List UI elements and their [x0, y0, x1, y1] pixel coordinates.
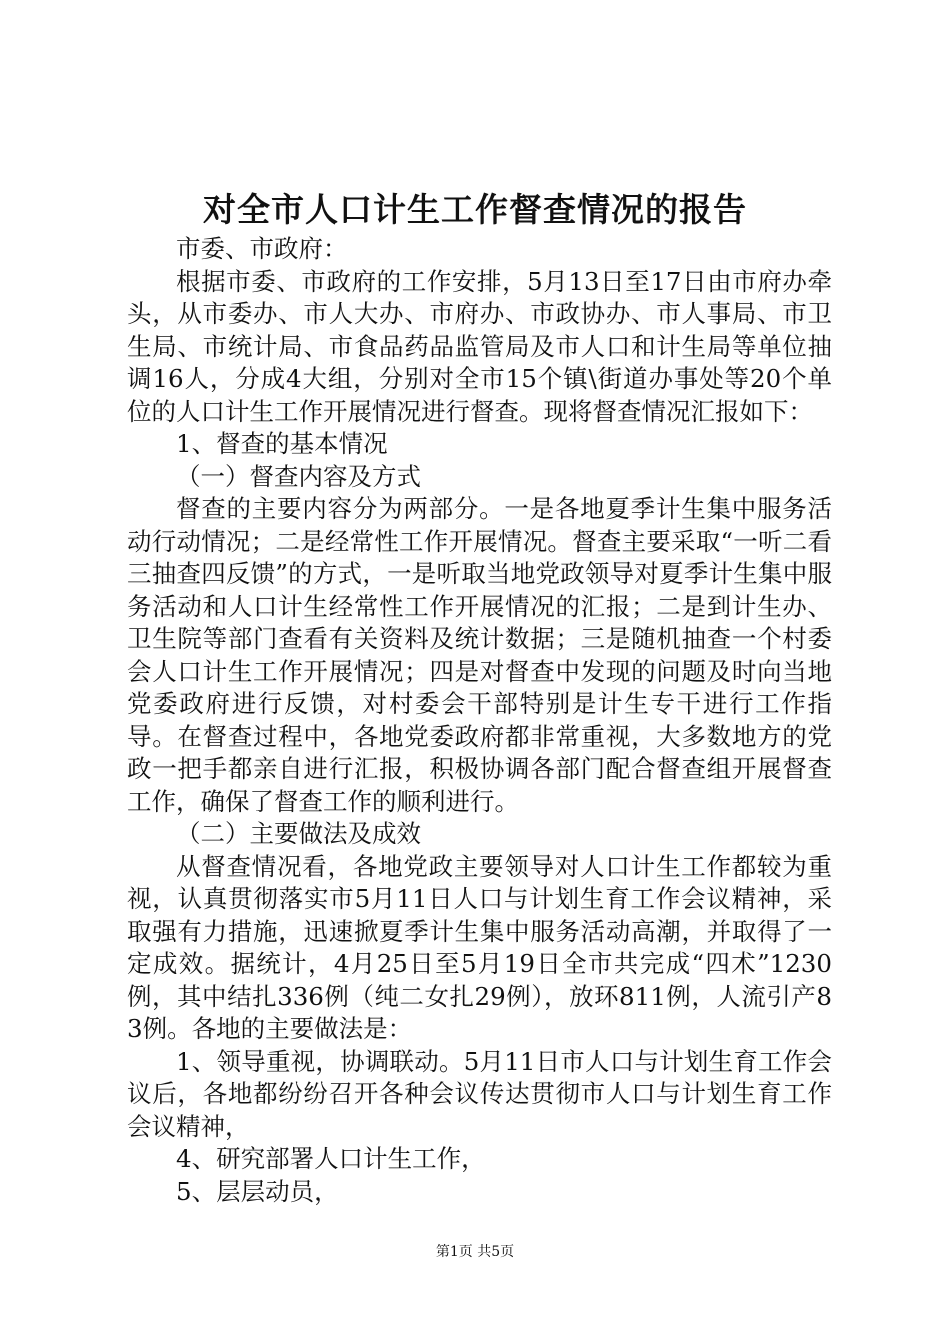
document-body: [127, 233, 832, 1208]
list-item: 1、领导重视，协调联动。5月11日市人口与计划生育工作会议后，各地都纷纷召开各种会议传达贯彻市人口与计划生育工作会议精神，: [127, 1046, 832, 1141]
salutation: 市委、市政府：: [176, 234, 348, 263]
section-heading: 1、督查的基本情况: [176, 429, 388, 458]
subsection-heading: （一）督查内容及方式: [176, 461, 421, 491]
intro-paragraph: 根据市委、市政府的工作安排，5月13日至17日由市府办牵头，从市委办、市人大办、市府办、市政协办、市人事局、市卫生局、市统计局、市食品药品监管局及市人口和计生局等单位抽调16人，分成4大组，分别对全市15个镇\街道办事处等20个单位的人口计生工作开展情况进行督查。现将督查情况汇报如下：: [127, 266, 832, 426]
page-footer: 第1页 共5页: [435, 1244, 515, 1260]
list-item: 4、研究部署人口计生工作，: [176, 1144, 486, 1173]
subsection-heading: （二）主要做法及成效: [176, 819, 421, 848]
body-paragraph: 从督查情况看，各地党政主要领导对人口计生工作都较为重视，认真贯彻落实市5月11日人口与计划生育工作会议精神，采取强有力措施，迅速掀夏季计生集中服务活动高潮，并取得了一定成效。据统计，4月25日至5月19日全市共完成“四术”1230例，其中结扎336例（纯二女扎29例），放环811例，人流引产83例。各地的主要做法是：: [127, 851, 832, 1043]
document-title: 对全市人口计生工作督查情况的报告: [203, 190, 747, 229]
list-item: 5、层层动员，: [176, 1176, 339, 1206]
body-paragraph: 督查的主要内容分为两部分。一是各地夏季计生集中服务活动行动情况；二是经常性工作开展情况。督查主要采取“一听二看三抽查四反馈”的方式，一是听取当地党政领导对夏季计生集中服务活动和人口计生经常性工作开展情况的汇报；二是到计生办、卫生院等部门查看有关资料及统计数据；三是随机抽查一个村委会人口计生工作开展情况；四是对督查中发现的问题及时向当地党委政府进行反馈，对村委会干部特别是计生专干进行工作指导。在督查过程中，各地党委政府都非常重视，大多数地方的党政一把手都亲自进行汇报，积极协调各部门配合督查组开展督查工作，确保了督查工作的顺利进行。: [127, 494, 832, 816]
